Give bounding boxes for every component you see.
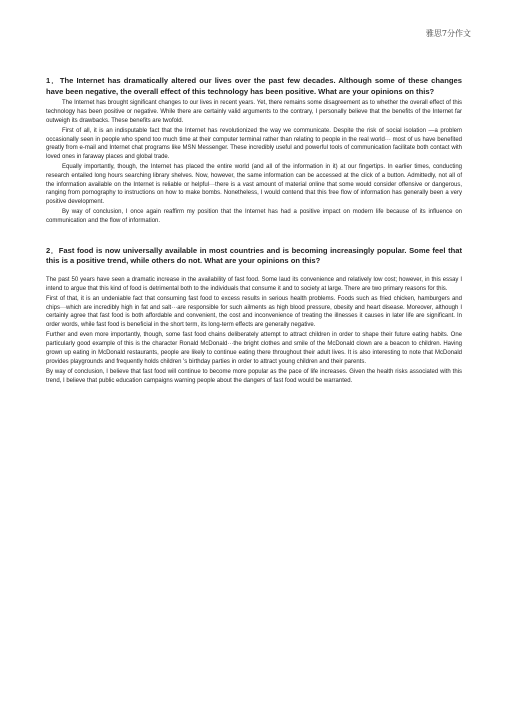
essay-1-question: 1．The Internet has dramatically altered our lives over the past few decades. Although some of these changes have been negative, the overall effect of this technology has been positive. What are your opinions on this?: [46, 76, 462, 96]
essay-2-paragraph-4: By way of conclusion, I believe that fast food will continue to become more popular as the pace of life increases. Given the health risks associated with this trend, I believe that public education campaigns warning people about the dangers of fast food would be warranted.: [46, 368, 462, 384]
essay-1-paragraph-4: By way of conclusion, I once again reaffirm my position that the Internet has had a positive impact on modern life because of its influence on communication and the flow of information.: [46, 209, 462, 225]
essay-2-paragraph-1: The past 50 years have seen a dramatic increase in the availability of fast food. Some laud its convenience and relatively low cost; however, in this essay I intend to argue that this kind of food is detrimental both to the individuals that consume it and to society at large. There are two primary reasons for this.: [46, 277, 462, 292]
essay-1-paragraph-3: Equally importantly, though, the Internet has placed the entire world (and all of the information in it) at our fingertips. In earlier times, conducting research entailed long hours searching library shelves. Now, however, the same information can be accessed at the click of a button. Admittedly, not all of the information available on the Internet is reliable or helpful···there is a vast amount of material online that some would consider offensive or dangerous, ranging from pornography to instructions on how to make bombs. Nonetheless, I would contend that this free flow of information has generally been a very positive development.: [46, 164, 462, 206]
essay-2-paragraph-2: First of that, it is an undeniable fact that consuming fast food to excess results in serious health problems. Foods such as fried chicken, hamburgers and chips···which are incredibly high in fat and salt···are responsible for such ailments as high blood pressure, obesity and heart disease. Moreover, although I certainly agree that fast food is both affordable and convenient, the cost and inconvenience of treating the illnesses it causes in later life are significant. In order words, while fast food is beneficial in the short term, its long-term effects are generally negative.: [46, 296, 462, 329]
essay-1-paragraph-2: First of all, it is an indisputable fact that the Internet has revolutionized the way we communicate. Despite the risk of social isolation —a problem occasionally seen in people who spend too much time at their computer terminal rather than relating to people in the real world··· most of us have benefited greatly from e-mail and Internet chat programs like MSN Messenger. These incredibly useful and powerful tools of communication facilitate both contact with loved ones in faraway places and global trade.: [46, 127, 462, 160]
essay-2-question: 2．Fast food is now universally available in most countries and is becoming increasingly popular. Some feel that this is a positive trend, while others do not. What are your opinions on this?: [46, 245, 462, 266]
page-header: 雅思7分作文: [425, 29, 471, 38]
document-body: [46, 44, 462, 387]
essay-2-paragraph-3: Further and even more importantly, though, some fast food chains deliberately attempt to attract children in order to shape their future eating habits. One particularly good example of this is the character Ronald McDonald···the bright clothes and smile of the McDonald clown are a beacon to children. Having grown up eating in McDonald restaurants, people are likely to continue eating there throughout their adult lives. It is also interesting to note that McDonald provides playgrounds and frequently holds children 's birthday parties in order to attract young children and their parents.: [46, 332, 462, 365]
essay-1-paragraph-1: The Internet has brought significant changes to our lives in recent years. Yet, there remains some disagreement as to whether the overall effect of this technology has been positive or negative. While there are certainly valid arguments to the contrary, I personally believe that the benefits of the Internet far outweigh its drawbacks. These benefits are twofold.: [46, 100, 462, 124]
